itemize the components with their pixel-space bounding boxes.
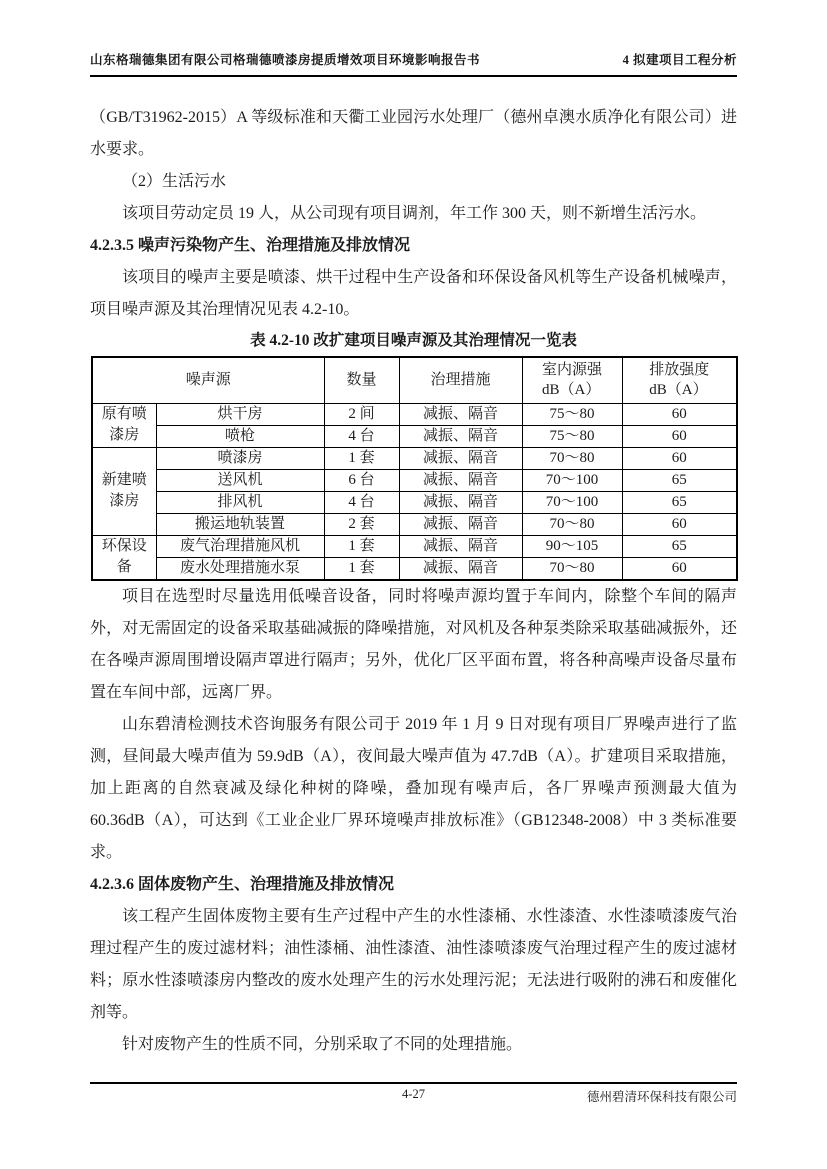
report-title: 山东格瑞德集团有限公司格瑞德喷漆房提质增效项目环境影响报告书 [90, 53, 481, 67]
section-heading-solid-waste: 4.2.3.6 固体废物产生、治理措施及排放情况 [90, 875, 395, 893]
paragraph-noise-control: 项目在选型时尽量选用低噪音设备，同时将噪声源均置于车间内，除整个车间的隔声外，对无需固定的设备采取基础减振的降噪措施，对风机及各种泵类除采取基础减振外，还在各噪声源周围增设隔声罩进行隔声；另外，优化厂区平面布置，将各种高噪声设备尽量布置在车间中部，远离厂界。 [90, 587, 737, 701]
quantity-cell: 1 套 [324, 557, 399, 580]
noise-source-name: 搬运地轨装置 [156, 513, 324, 535]
quantity-cell: 4 台 [324, 491, 399, 513]
table-row [92, 513, 737, 535]
page-header [90, 50, 737, 77]
noise-source-name: 喷枪 [156, 425, 324, 447]
table-row [92, 557, 737, 580]
emission-level-cell: 65 [622, 469, 737, 491]
header-cell-emission: 排放强度 dB（A） [622, 357, 737, 403]
treatment-cell: 减振、隔音 [399, 447, 522, 469]
noise-source-name: 废气治理措施风机 [156, 535, 324, 557]
paragraph-staffing: 该项目劳动定员 19 人，从公司现有项目调剂，年工作 300 天，则不新增生活污水。 [122, 205, 707, 222]
paragraph-noise-sources: 该项目的噪声主要是喷漆、烘干过程中生产设备和环保设备风机等生产设备机械噪声，项目噪声源及其治理情况见表 4.2-10。 [90, 269, 737, 318]
table-row [92, 469, 737, 491]
noise-source-group: 环保设备 [92, 535, 156, 580]
header-cell-source: 噪声源 [92, 357, 324, 403]
quantity-cell: 4 台 [324, 425, 399, 447]
paragraph-waste-handling: 针对废物产生的性质不同，分别采取了不同的处理措施。 [122, 1035, 523, 1053]
item-domestic-sewage: （2）生活污水 [122, 173, 227, 190]
noise-source-name: 喷漆房 [156, 447, 324, 469]
indoor-level-cell: 70～80 [522, 513, 622, 535]
indoor-level-cell: 70～100 [522, 491, 622, 513]
footer-company: 德州碧清环保科技有限公司 [586, 1090, 737, 1104]
table-header-row [92, 357, 737, 403]
emission-level-cell: 60 [622, 425, 737, 447]
table-row [92, 447, 737, 469]
emission-level-cell: 65 [622, 535, 737, 557]
page-footer [90, 1082, 737, 1102]
paragraph-solid-waste: 该工程产生固体废物主要有生产过程中产生的水性漆桶、水性漆渣、水性漆喷漆废气治理过程产生的废过滤材料；油性漆桶、油性漆渣、油性漆喷漆废气治理过程产生的废过滤材料；原水性漆喷漆房内整改的废水处理产生的污水处理污泥；无法进行吸附的沸石和废催化剂等。 [90, 907, 737, 1021]
table-row [92, 403, 737, 425]
indoor-level-cell: 90～105 [522, 535, 622, 557]
indoor-level-cell: 70～100 [522, 469, 622, 491]
noise-source-name: 排风机 [156, 491, 324, 513]
quantity-cell: 2 套 [324, 513, 399, 535]
header-cell-indoor: 室内源强 dB（A） [522, 357, 622, 403]
indoor-level-cell: 75～80 [522, 403, 622, 425]
header-cell-quantity: 数量 [324, 357, 399, 403]
paragraph-noise-monitoring: 山东碧清检测技术咨询服务有限公司于 2019 年 1 月 9 日对现有项目厂界噪声进行了监测，昼间最大噪声值为 59.9dB（A），夜间最大噪声值为 47.7dB（A）。扩建项目采取措施，加上距离的自然衰减及绿化种树的降噪，叠加现有噪声后，各厂界噪声预测最大值为 60.36dB（A），可达到《工业企业厂界环境噪声排放标准》（GB12348-2008）中 3 类标准要求。 [90, 715, 737, 861]
table-caption: 表 4.2-10 改扩建项目噪声源及其治理情况一览表 [250, 332, 577, 349]
indoor-level-cell: 70～80 [522, 447, 622, 469]
treatment-cell: 减振、隔音 [399, 403, 522, 425]
section-heading-noise: 4.2.3.5 噪声污染物产生、治理措施及排放情况 [90, 237, 411, 254]
emission-level-cell: 60 [622, 403, 737, 425]
treatment-cell: 减振、隔音 [399, 491, 522, 513]
treatment-cell: 减振、隔音 [399, 557, 522, 580]
quantity-cell: 1 套 [324, 535, 399, 557]
indoor-level-cell: 75～80 [522, 425, 622, 447]
emission-level-cell: 60 [622, 557, 737, 580]
emission-level-cell: 65 [622, 491, 737, 513]
noise-source-group: 新建喷漆房 [92, 447, 156, 535]
noise-source-name: 烘干房 [156, 403, 324, 425]
chapter-title: 4 拟建项目工程分析 [622, 53, 737, 67]
paragraph-gbt-standard: （GB/T31962-2015）A 等级标准和天衢工业园污水处理厂（德州卓澳水质净化有限公司）进水要求。 [90, 109, 737, 158]
table-row [92, 535, 737, 557]
table-row [92, 491, 737, 513]
noise-source-name: 送风机 [156, 469, 324, 491]
noise-table [91, 356, 738, 581]
page-content [90, 102, 737, 1061]
noise-source-group: 原有喷漆房 [92, 403, 156, 447]
noise-source-name: 废水处理措施水泵 [156, 557, 324, 580]
header-cell-treatment: 治理措施 [399, 357, 522, 403]
treatment-cell: 减振、隔音 [399, 535, 522, 557]
page-number: 4-27 [402, 1087, 425, 1101]
quantity-cell: 2 间 [324, 403, 399, 425]
treatment-cell: 减振、隔音 [399, 425, 522, 447]
emission-level-cell: 60 [622, 447, 737, 469]
table-row [92, 425, 737, 447]
treatment-cell: 减振、隔音 [399, 469, 522, 491]
quantity-cell: 1 套 [324, 447, 399, 469]
indoor-level-cell: 70～80 [522, 557, 622, 580]
treatment-cell: 减振、隔音 [399, 513, 522, 535]
quantity-cell: 6 台 [324, 469, 399, 491]
emission-level-cell: 60 [622, 513, 737, 535]
